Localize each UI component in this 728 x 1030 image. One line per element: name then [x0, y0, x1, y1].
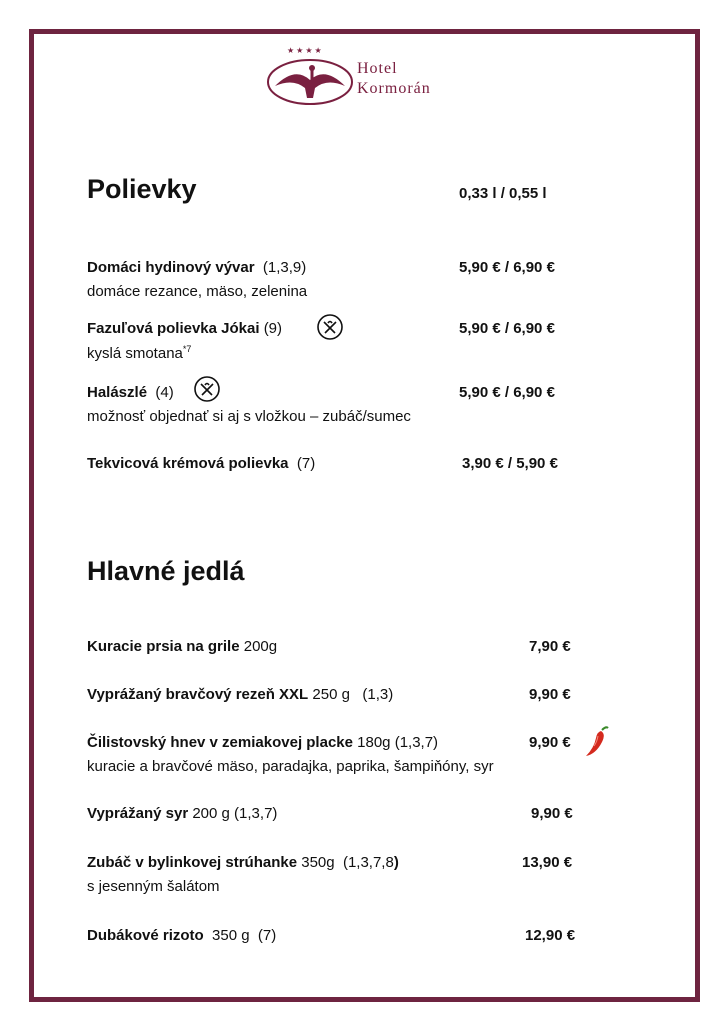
main-price-3: 9,90 €: [529, 734, 571, 751]
main-price-6: 12,90 €: [525, 927, 576, 944]
main-price-2: 9,90 €: [529, 686, 571, 703]
soup-price-1: 5,90 € / 6,90 €: [459, 259, 555, 276]
main-item-2: Vyprážaný bravčový rezeň XXL 250 g (1,3): [87, 686, 394, 703]
main-price-4: 9,90 €: [531, 805, 573, 822]
soup-desc-3: možnosť objednať si aj s vložkou – zubáč/sumec: [87, 408, 411, 425]
soup-price-2: 5,90 € / 6,90 €: [459, 320, 555, 337]
main-desc-3: kuracie a bravčové mäso, paradajka, paprika, šampiňóny, syr: [87, 758, 494, 775]
logo-line-1: Hotel: [357, 60, 398, 77]
chili-pepper-icon: [582, 724, 612, 760]
mains-heading: Hlavné jedlá: [87, 556, 245, 586]
cormorant-logo-icon: [265, 50, 355, 110]
soups-heading: Polievky: [87, 174, 197, 204]
soup-price-3: 5,90 € / 6,90 €: [459, 384, 555, 401]
main-price-1: 7,90 €: [529, 638, 571, 655]
soup-item-3: Halászlé (4): [87, 384, 174, 401]
main-item-4: Vyprážaný syr 200 g (1,3,7): [87, 805, 278, 822]
soup-price-4: 3,90 € / 5,90 €: [462, 455, 558, 472]
soups-size-label: 0,33 l / 0,55 l: [459, 185, 547, 202]
main-item-6: Dubákové rizoto 350 g (7): [87, 927, 277, 944]
main-item-1: Kuracie prsia na grile 200g: [87, 638, 278, 655]
no-gluten-icon: [193, 375, 221, 403]
logo-stars: ★★★★: [287, 46, 324, 55]
soup-desc-1: domáce rezance, mäso, zelenina: [87, 283, 308, 300]
no-gluten-icon: [316, 313, 344, 341]
soup-item-4: Tekvicová krémová polievka (7): [87, 455, 316, 472]
main-price-5: 13,90 €: [522, 854, 573, 871]
soup-item-2: Fazuľová polievka Jókai (9): [87, 320, 283, 337]
soup-item-1: Domáci hydinový vývar (1,3,9): [87, 259, 307, 276]
logo-line-2: Kormorán: [357, 80, 431, 97]
hotel-logo: [265, 46, 485, 110]
main-item-3: Čilistovský hnev v zemiakovej placke 180g (1,3,7): [87, 734, 439, 751]
main-item-5: Zubáč v bylinkovej strúhanke 350g (1,3,7,8): [87, 854, 399, 871]
soup-desc-2: kyslá smotana$^{*7}$: [87, 344, 192, 362]
main-desc-5: s jesenným šalátom: [87, 878, 220, 895]
